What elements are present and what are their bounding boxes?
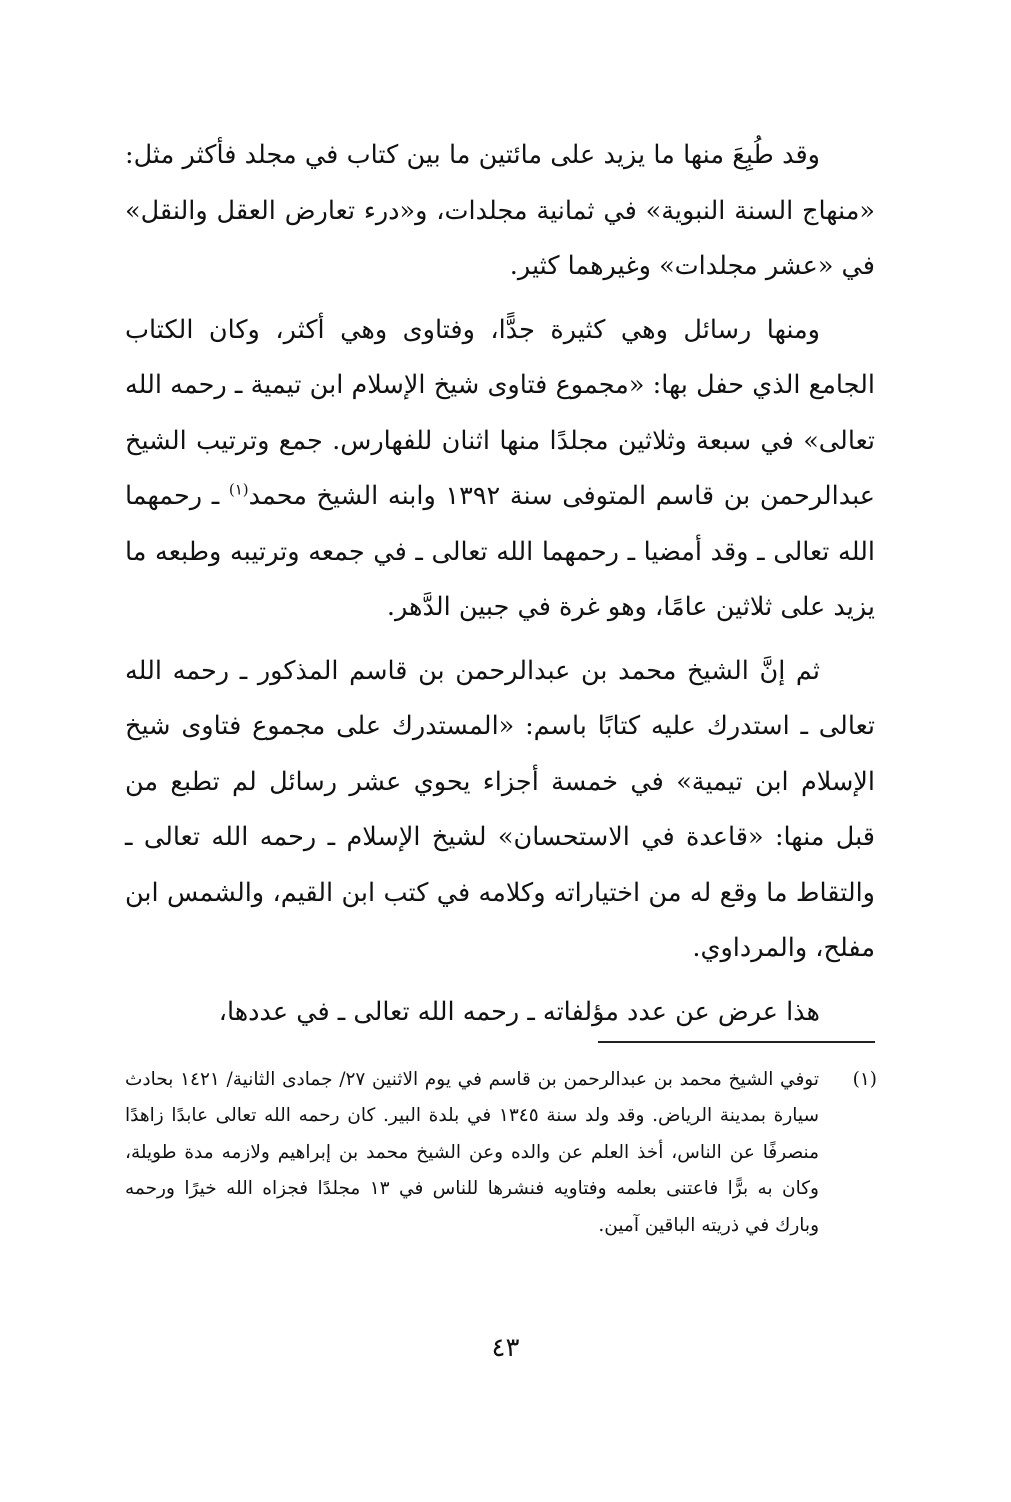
page-number: ٤٣ bbox=[491, 1333, 520, 1363]
footnote-text: توفي الشيخ محمد بن عبدالرحمن بن قاسم في يوم الاثنين ٢٧/ جمادى الثانية/ ١٤٢١ بحادث سيارة بمدينة الرياض. وقد ولد سنة ١٣٤٥ في بلدة البير. كان رحمه الله تعالى عابدًا زاهدًا منصرفًا عن الناس، أخذ العلم عن والده وعن الشيخ محمد بن إبراهيم ولازمه مدة طويلة، وكان به برًّا فاعتنى بعلمه وفتاويه فنشرها للناس في ١٣ مجلدًا فجزاه الله خيرًا ورحمه وبارك في ذريته الباقين آمين. bbox=[125, 1069, 820, 1236]
paragraph-text: ـ رحمهما الله تعالى ـ وقد أمضيا ـ رحمهما الله تعالى ـ في جمعه وترتيبه وطبعه ما يزيد على ثلاثين عامًا، وهو غرة في جبين الدَّهر. bbox=[125, 481, 875, 622]
paragraph bbox=[125, 303, 875, 636]
footnote-separator bbox=[598, 1041, 875, 1043]
footnote-number: (١) bbox=[852, 1069, 877, 1090]
paragraph: وقد طُبِعَ منها ما يزيد على مائتين ما بين كتاب في مجلد فأكثر مثل: «منهاج السنة النبوية» في ثمانية مجلدات، و«درء تعارض العقل والنقل» في «عشر مجلدات» وغيرهما كثير. bbox=[125, 140, 875, 281]
paragraph: ثم إنَّ الشيخ محمد بن عبدالرحمن بن قاسم المذكور ـ رحمه الله تعالى ـ استدرك عليه كتابًا باسم: «المستدرك على مجموع فتاوى شيخ الإسلام ابن تيمية» في خمسة أجزاء يحوي عشر رسائل لم تطبع من قبل منها: «قاعدة في الاستحسان» لشيخ الإسلام ـ رحمه الله تعالى ـ والتقاط ما وقع له من اختياراته وكلامه في كتب ابن القيم، والشمس ابن مفلح، والمرداوي. bbox=[125, 655, 875, 963]
footnote-reference: (١) bbox=[228, 480, 249, 499]
paragraph-text: ومنها رسائل وهي كثيرة جدًّا، وفتاوى وهي أكثر، وكان الكتاب الجامع الذي حفل بها: «مجموع فتاوى شيخ الإسلام ابن تيمية ـ رحمه الله تعالى» في سبعة وثلاثين مجلدًا منها اثنان للفهارس. جمع وترتيب الشيخ عبدالرحمن بن قاسم المتوفى سنة ١٣٩٢ وابنه الشيخ محمد bbox=[125, 314, 875, 511]
main-text bbox=[125, 128, 875, 1040]
footnote bbox=[125, 1062, 877, 1244]
paragraph: هذا عرض عن عدد مؤلفاته ـ رحمه الله تعالى ـ في عددها، bbox=[218, 996, 820, 1027]
footnotes bbox=[125, 1062, 877, 1244]
